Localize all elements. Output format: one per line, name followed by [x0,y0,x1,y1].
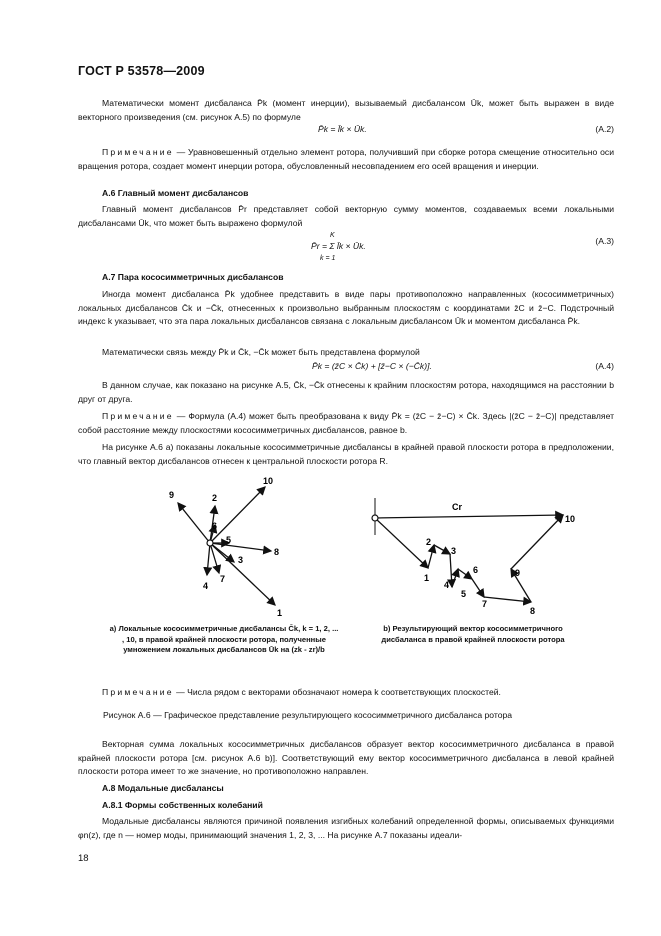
formula-a2-number: (А.2) [595,124,614,134]
formula-a3-upper: K [330,232,335,239]
formula-a3: P̄r = Σ l̄k × Ūk. [311,241,366,251]
formula-a4-number: (А.4) [595,361,614,371]
note-3: Примечание — Числа рядом с векторами обозначают номера k соответствующих плоскостей. [102,687,501,697]
formula-a3-number: (А.3) [595,236,614,246]
formula-a3-lower: k = 1 [320,255,336,262]
figure-a-label-7: 7 [220,574,226,584]
heading-a81: А.8.1 Формы собственных колебаний [102,800,263,810]
figure-a-label-4: 4 [203,581,209,591]
figure-b-label-5: 5 [461,589,467,599]
paragraph-relation: Математически связь между P̄k и C̄k, −C̄k может быть представлена формулой [102,347,420,357]
page-number: 18 [78,853,89,864]
figure-a-label-6: 6 [212,521,218,531]
formula-a4: P̄k = (z̄C × C̄k) + [z̄−C × (−C̄k)]. [312,361,432,371]
figure-a-label-8: 8 [274,547,280,557]
figure-b-label-9: 9 [515,568,521,578]
figure-a-caption: a) Локальные кососимметричные дисбалансы C̄k, k = 1, 2, ... , 10, в правой крайней плоскости ротора, полученные умножением локальных дисбалансов Ūk на (zk - zr)/b [109,624,339,654]
paragraph-figure-ref: На рисунке А.6 a) показаны локальные кососимметричные дисбалансы в крайней правой плоскости ротора в предположении, что главный вектор дисбалансов отнесен к центральной плоскости ротора R. [78,442,614,466]
figure-b-label-7: 7 [482,599,488,609]
figure-a-label-2: 2 [212,493,218,503]
heading-a8: А.8 Модальные дисбалансы [102,783,224,793]
figure-b-label-3: 3 [451,546,457,556]
paragraph-modal: Модальные дисбалансы являются причиной появления изгибных колебаний определенной формы, описываемых функциями φn(z), где n — номер моды, принимающий значения 1, 2, 3, ... На рисунке А.7 показаны идеали- [78,816,614,840]
page-header: ГОСТ Р 53578—2009 [78,64,205,78]
paragraph-vector-sum: Векторная сумма локальных кососимметричных дисбалансов образует вектор кососимметричного дисбаланса в правой крайней плоскости ротора [см. рисунок А.6 b)]. Соответствующий ему вектор кососимметричного дисбаланса в левой крайней плоскости ротора имеет то же значение, но противоположно направлен. [78,739,614,776]
figure-b-label-8: 8 [530,606,536,616]
figure-a-vector-diagram [150,470,310,620]
paragraph-main-moment: Главный момент дисбалансов P̄r представляет собой векторную сумму моментов, создаваемых всеми локальными дисбалансами Ūk, что может быть выражено формулой [78,204,614,228]
figure-b-label-4: 4 [444,580,450,590]
figure-a-label-5: 5 [226,535,232,545]
figure-a-label-1: 1 [277,608,283,618]
figure-a-label-3: 3 [238,555,244,565]
paragraph-case: В данном случае, как показано на рисунке А.5, C̄k, −C̄k отнесены к крайним плоскостям ротора, находящимся на расстоянии b друг от друга. [78,380,614,404]
paragraph-moment: Математически момент дисбаланса P̄k (момент инерции), вызываемый дисбалансом Ūk, может быть выражен в виде векторного произведения (см. рисунок А.5) по формуле [78,98,614,122]
figure-b-label-1: 1 [424,573,430,583]
figure-b-vector-diagram [360,490,590,620]
figure-b-label-2: 2 [426,537,432,547]
figure-b-label-6: 6 [473,565,479,575]
figure-b-caption: b) Результирующий вектор кососимметричного дисбаланса в правой крайней плоскости ротора [381,624,565,644]
formula-a2: P̄k = l̄k × Ūk. [318,124,367,134]
figure-caption: Рисунок А.6 — Графическое представление результирующего кососимметричного дисбаланса ротора [103,710,513,720]
heading-a6: А.6 Главный момент дисбалансов [102,188,249,198]
figure-a-label-9: 9 [169,490,175,500]
figure-a-label-10: 10 [263,476,274,486]
figure-b-label-10: 10 [565,514,576,524]
note-1: Примечание — Уравновешенный отдельно элемент ротора, получивший при сборке ротора смещение относительно оси вращения ротора, создает момент инерции ротора, обусловленный несовпадением его осей вращения и инерции. [78,147,614,171]
figure-b-result-label: Cr [452,502,463,512]
note-2: Примечание — Формула (А.4) может быть преобразована к виду P̄k = (z̄C − z̄−C) × C̄k. Здесь |(z̄C − z̄−C)| представляет собой расстояние между плоскостями кососимметричных дисбалансов, равное b. [78,411,614,435]
paragraph-skew-pair: Иногда момент дисбаланса P̄k удобнее представить в виде пары противоположно направленных (кососимметричных) локальных дисбалансов C̄k и −C̄k, отнесенных к произвольно выбранным плоскостям с координатами z̄C и z̄−C. Подстрочный индекс k указывает, что эта пара локальных дисбалансов связана с локальным дисбалансом Ūk и моментом дисбаланса P̄k. [78,289,614,326]
heading-a7: А.7 Пара кососимметричных дисбалансов [102,272,284,282]
